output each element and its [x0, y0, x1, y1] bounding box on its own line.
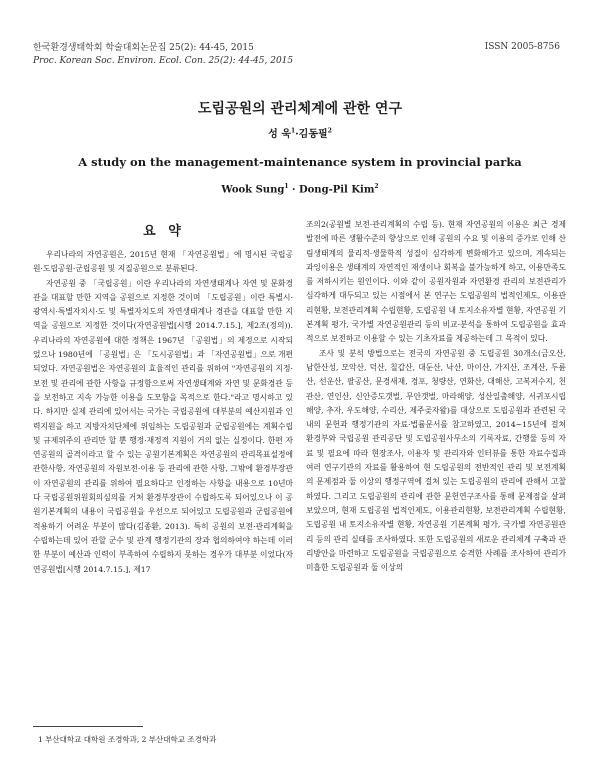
left-paragraph-2: 자연공원 중 「국립공원」이란 우리나라의 자연생태계나 자연 및 문화경관을 대표할 만한 지역을 공원으로 지정한 것이며 「도립공원」이란 특별시·광역시·특별자치시·도 및 특별자치도의 자연생태계나 경관을 대표할 만한 지역을 공원으로 지정한 것이다(자연공원법[시행 2014.7.15.], 제2조(정의)). 우리나라의 자연공원에 대한 정책은 1967년 「공원법」의 제정으로 시작되었으나 1980년에 「공원법」은 「도시공원법」과 「자연공원법」으로 개편되었다. 자연공원법은 자연공원의 효율적인 관리를 위하여 "자연공원의 지정·보전 및 관리에 관한 사항을 규정함으로써 자연생태계와 자연 및 문화경관 등을 보전하고 지속 가능한 이용을 도모함을 목적으로 한다."라고 명시하고 있다. 하지만 실제 관리에 있어서는 국가는 국립공원에 대부분의 예산지원과 인력지원을 하고 지방자치단체에 위임하는 도립공원과 군립공원에는 계획수립 및 규제위주의 관리만 할 뿐 행정·재정적 지원이 거의 없는 실정이다. 한편 자연공원의 골격이라고 할 수 있는 공원기본계획은 자연공원의 관리목표설정에 관한사항, 자연공원의 자원보전·이용 등 관리에 관한 사항, 그밖에 환경부장관이 자연공원의 관리를 위하여 필요하다고 인정하는 사항을 내용으로 10년마다 국립공원위원회의심의를 거쳐 환경부장관이 수립하도록 되어있으나 이 공원기본계획의 내용이 국립공원을 우선으로 되어있고 도립공원과 군립공원에 적용하기 어려운 부분이 많다(김종환, 2013). 특히 공원의 보전·관리계획을 수립하는데 있어 관할 군수 및 관계 행정기관의 장과 협의하여야 하는데 이러한 부분이 예산과 인력이 부족하여 수립하지 못하는 경우가 대부분 이었다(자연공원법[시행 2014.7.15.], 제17: [33, 278, 293, 574]
author-separator-en: ·: [288, 184, 299, 196]
author-2-en-sup: 2: [374, 183, 379, 190]
paper-title-en: A study on the management-maintenance system in provincial parka: [78, 155, 522, 169]
right-column: [306, 218, 566, 575]
paper-title-ko: 도립공원의 관리체계에 관한 연구: [198, 101, 402, 117]
footnote-rule: [33, 726, 143, 727]
left-paragraph-1: 우리나라의 자연공원은, 2015년 현재 「자연공원법」에 명시된 국립공원·도립공원·군립공원 및 지질공원으로 분류된다.: [33, 250, 293, 274]
journal-header: [33, 42, 293, 68]
authors-en: [0, 183, 600, 195]
author-separator-ko: ·: [295, 129, 299, 140]
issn: ISSN 2005-8756: [484, 42, 560, 52]
author-2-ko-sup: 2: [327, 127, 332, 135]
author-1-ko: 성 욱: [268, 129, 291, 140]
journal-citation-ko: 한국환경생태학회 학술대회논문집 25(2): 44-45, 2015: [33, 43, 254, 53]
author-1-en-sup: 1: [284, 183, 289, 190]
author-1-en: Wook Sung: [221, 184, 285, 196]
author-1-ko-sup: 1: [290, 127, 296, 135]
journal-citation-en: Proc. Korean Soc. Environ. Ecol. Con. 25(2): 44-45, 2015: [33, 56, 294, 66]
footnote-affiliations: 1 부산대학교 대학원 조경학과, 2 부산대학교 조경학과: [38, 735, 217, 744]
author-2-en: Dong-Pil Kim: [298, 184, 375, 196]
left-column: [33, 248, 293, 577]
right-paragraph-1: 조의2(공원별 보전·관리계획의 수립 등). 현재 자연공원의 이용은 최근 경제발전에 따른 생활수준의 향상으로 인해 공원의 수요 및 이용의 증가로 인해 산림생태계의 물리적·생물학적 성질이 심각하게 변화해가고 있으며, 계속되는 과잉이용은 생태계의 자연적인 재생이나 회복을 불가능하게 하고, 이용만족도를 저하시키는 원인이다. 이와 같이 공원자원과 자연환경 관리의 보전관리가 심각하게 대두되고 있는 시점에서 본 연구는 도립공원의 법적인제도, 이용관리현황, 보전관리계획 수립현황, 도립공원 내 토지소유자별 현황, 자연공원 기본계획 평가, 국가별 자연공원관리 등의 비교·분석을 통하여 도립공원을 효과적으로 보전하고 이용할 수 있는 기초자료를 제공하는데 그 목적이 있다.: [306, 220, 566, 344]
abstract-heading: 요 약: [143, 224, 185, 239]
authors-ko: [0, 125, 600, 140]
author-2-ko: 김동필: [298, 129, 328, 140]
right-paragraph-2: 조사 및 분석 방법으로는 전국의 자연공원 중 도립공원 30개소(금오산, 남한산성, 모악산, 덕산, 칠갑산, 대둔산, 낙산, 마이산, 가지산, 조계산, 두륜산, 선운산, 팔공산, 문경새재, 경포, 청량산, 연화산, 대해산, 고복저수지, 천관산, 연인산, 신안증도갯벌, 무안갯벌, 마라해양, 성산일출해양, 서귀포시립해양, 추자, 우도해양, 수리산, 제주곶자왈)를 대상으로 도립공원과 관련된 국내의 문헌과 행정기관의 자료·법률문서를 참고하였고, 2014~15년에 걸쳐 환경부와 국립공원 관리공단 및 도립공원사무소의 기록자료, 간행물 등의 자료 및 필요에 따라 현장조사, 이용자 및 관리자와 인터뷰를 통한 자료수집과 여러 연구기관의 자료를 활용하여 현 도립공원의 전반적인 관리 및 보전계획의 문제점과 둘 이상의 행정구역에 걸쳐 있는 도립공원의 관리에 관해서 고찰하였다. 그리고 도립공원의 관리에 관한 문헌연구조사를 통해 문제점을 살펴보았으며, 현재 도립공원 법적인제도, 이용관리현황, 보전관리계획 수립현황, 도립공원 내 토지소유자별 현황, 자연공원 기본계획 평가, 국가별 자연공원관리 등의 관리 실태를 조사하였다. 또한 도립공원의 새로운 관리체계 구축과 관리방안을 마련하고 도립공원을 국립공원으로 승격한 사례를 조사하여 관리가 미흡한 도립공원과 둘 이상의: [306, 348, 566, 573]
